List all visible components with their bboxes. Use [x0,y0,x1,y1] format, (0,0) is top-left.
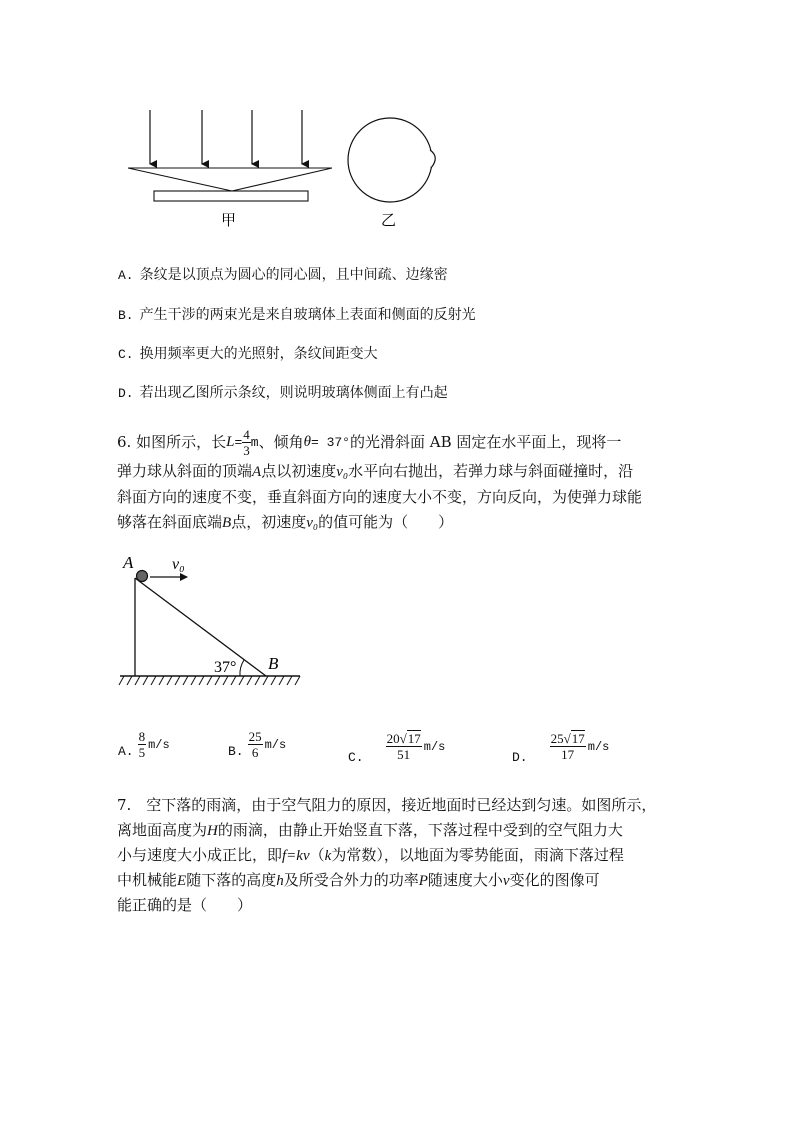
q7-line-2: 离地面高度为H的雨滴，由静止开始竖直下落，下落过程中受到的空气阻力大 [117,821,623,839]
q5-option-b: B. 产生干涉的两束光是来自玻璃体上表面和侧面的反射光 [118,307,476,323]
glass-plate [154,191,308,201]
q7-line-3: 小与速度大小成正比，即f=kv（k为常数），以地面为零势能面，雨滴下落过程 [117,846,624,864]
incline-figure [0,540,794,700]
q7-line-1: 7. 空下落的雨滴，由于空气阻力的原因，接近地面时已经达到匀速。如图所示， [117,796,657,814]
incline-slope [135,578,266,676]
v0-label: v₀ [172,556,185,573]
q6-option-c: C. $\frac{20√17}{51}$ m/s [348,731,446,765]
glass-prism [128,168,332,191]
q6-line-3: 斜面方向的速度不变，垂直斜面方向的速度大小不变，方向反向，为使弹力球能 [117,488,643,506]
ground-hatching [119,676,300,685]
interference-figure [0,0,794,240]
q6-line-1: 6. 如图所示，长 L = $\frac{4}{3}$ m 、倾角 θ = 37° 的光滑斜面 AB 固定在水平面上，现将一 [117,427,622,458]
figure-label-yi: 乙 [381,211,397,229]
angle-arc [240,660,244,676]
point-b-label: B [268,654,279,673]
q6-line-4: 够落在斜面底端B点，初速度v₀的值可能为（ ） [117,513,454,531]
q7-line-4: 中机械能E随下落的高度h及所受合外力的功率P随速度大小v变化的图像可 [117,871,600,889]
q5-option-d: D. 若出现乙图所示条纹，则说明玻璃体侧面上有凸起 [118,385,448,401]
angle-label: 37° [214,659,237,676]
q7-line-5: 能正确的是（ ） [117,896,253,914]
q6-line-2: 弹力球从斜面的顶端A点以初速度v₀水平向右抛出，若弹力球与斜面碰撞时，沿 [117,462,634,480]
point-a-label: A [123,553,134,572]
q5-option-a: A. 条纹是以顶点为圆心的同心圆，且中间疏、边缘密 [118,267,448,283]
q6-option-a: A. $\frac{8}{5}$ m/s [118,729,170,760]
ball [137,571,148,582]
length-fraction: $\frac{4}{3}$ [243,427,250,458]
q5-option-c: C. 换用频率更大的光照射，条纹间距变大 [118,346,378,362]
figure-label-jia: 甲 [221,211,237,229]
incident-light-arrows [150,110,302,164]
fringe-circle [348,118,435,202]
q6-option-b: B. $\frac{25}{6}$ m/s [228,729,287,760]
q6-option-d: D. $\frac{25√17}{17}$ m/s [512,731,610,765]
